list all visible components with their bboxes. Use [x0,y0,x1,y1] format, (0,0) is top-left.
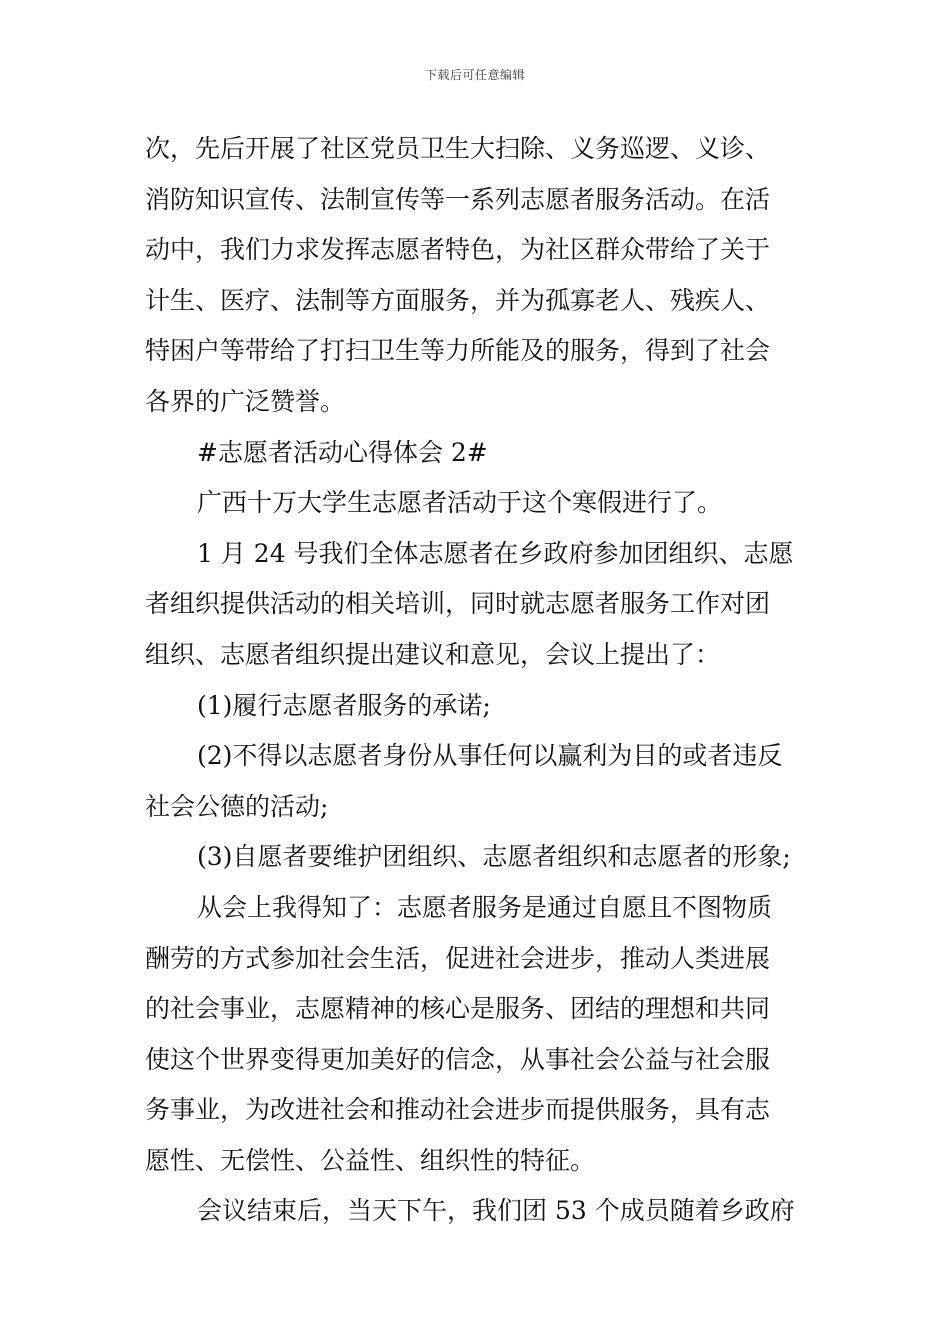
text-line: 使这个世界变得更加美好的信念，从事社会公益与社会服 [145,1044,771,1074]
text-line: 特困户等带给了打扫卫生等力所能及的服务，得到了社会 [145,336,771,366]
text-line: (3)自愿者要维护团组织、志愿者组织和志愿者的形象; [197,842,791,872]
text-line: 社会公德的活动; [145,791,329,821]
text-line: 愿性、无偿性、公益性、组织性的特征。 [145,1145,596,1175]
text-line: 计生、医疗、法制等方面服务，并为孤寡老人、残疾人、 [145,285,771,315]
text-line: 各界的广泛赞誉。 [145,386,346,416]
text-line: 务事业，为改进社会和推动社会进步而提供服务，具有志 [145,1095,771,1125]
text-line: 会议结束后，当天下午，我们团 53 个成员随着乡政府 [197,1196,795,1226]
text-line: (1)履行志愿者服务的承诺; [197,690,491,720]
text-line: 消防知识宣传、法制宣传等一系列志愿者服务活动。在活 [145,184,771,214]
text-line: #志愿者活动心得体会 2# [197,437,488,467]
text-line: 1 月 24 号我们全体志愿者在乡政府参加团组织、志愿 [197,538,794,568]
text-line: 酬劳的方式参加社会生活，促进社会进步，推动人类进展 [145,943,771,973]
document-body [145,124,810,1237]
text-line: 者组织提供活动的相关培训，同时就志愿者服务工作对团 [145,589,771,619]
page-header: 下载后可任意编辑 [424,68,525,82]
text-line: 的社会事业，志愿精神的核心是服务、团结的理想和共同 [145,994,771,1024]
text-line: 动中，我们力求发挥志愿者特色，为社区群众带给了关于 [145,235,771,265]
text-line: 从会上我得知了：志愿者服务是通过自愿且不图物质 [197,892,773,922]
text-line: 次，先后开展了社区党员卫生大扫除、义务巡逻、义诊、 [145,134,771,163]
text-line: 组织、志愿者组织提出建议和意见，会议上提出了： [145,639,721,669]
text-line: 广西十万大学生志愿者活动于这个寒假进行了。 [197,488,723,518]
text-line: (2)不得以志愿者身份从事任何以赢利为目的或者违反 [197,741,783,771]
